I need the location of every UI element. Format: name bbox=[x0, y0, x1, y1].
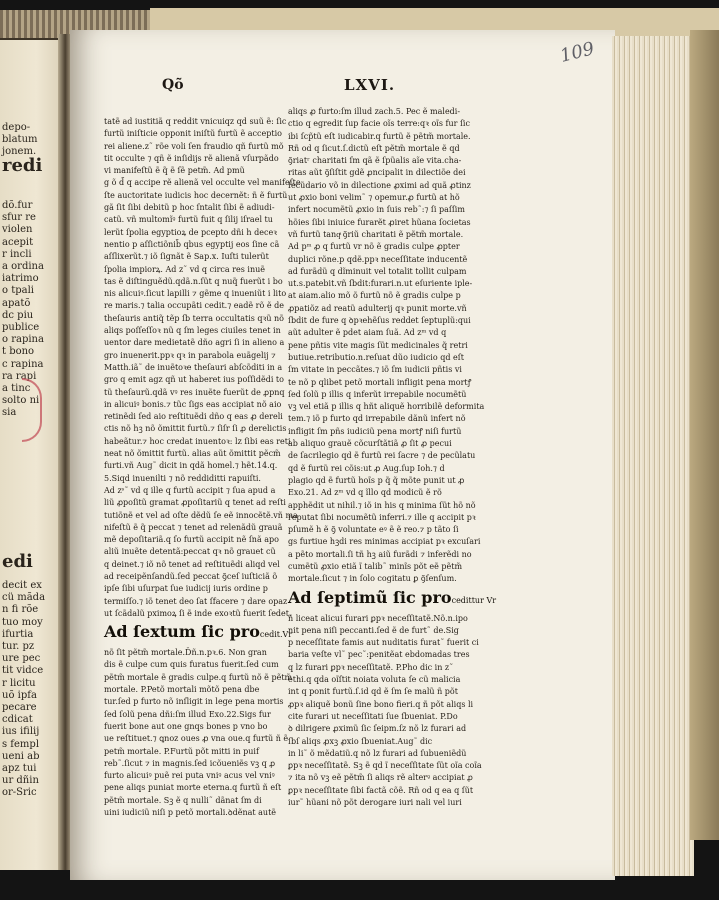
text-line: cumẽtũ ꝓxio etiã ĩ talib˜ minĩs põt eẽ pẽtm̃ bbox=[288, 561, 463, 571]
text-line: edi bbox=[2, 551, 33, 572]
text-line: ⁊ ita nõ vꝫ eẽ pẽtm̃ ſi aliqs rẽ alterꝰ accipiat ꝓ bbox=[288, 773, 473, 783]
text-line: gs furtiue hꝫdi res minimas accipiat pꝛ excuſari bbox=[288, 537, 481, 547]
text-line: g õ d̃ q accipe rẽ alienã vel occulte vel manifeſte bbox=[104, 178, 301, 188]
text-line: baria veſte vl˜ pec˜:penitẽat ebdomadas tres bbox=[288, 650, 470, 660]
text-line: tem.⁊ iõ p furto qd irrepabile dãnũ infert nõ bbox=[288, 414, 466, 424]
text-line: reb˜.ſicut ⁊ in magnis.ſed icõueniẽs vꝫ q ꝓ bbox=[104, 758, 276, 768]
text-line: n fi rõe bbox=[2, 604, 39, 616]
text-line: mortale. P.Petõ mortali mõtõ pena dbe bbox=[104, 685, 260, 695]
text-line: theſauris antiq̃ tẽp ſb terra occultatis qꝛũ nõ bbox=[104, 313, 284, 323]
text-line: Ad zˢ˜ vd q ille q furtũ accipit ⁊ ſua apud a bbox=[104, 485, 276, 495]
text-line: sfur re bbox=[2, 212, 36, 224]
text-line: tit occulte ⁊ qñ ẽ inſidijs rẽ alienã vſurpãdo bbox=[104, 153, 279, 163]
text-line: r incli bbox=[2, 248, 32, 260]
text-line: o rapina bbox=[2, 334, 44, 346]
text-line: gro q emit agz qñ ut haberet ius poſſidẽdi to bbox=[104, 375, 284, 385]
text-line: ut ꝓxio boni velim˜ ⁊ opemur.ꝓ furtũ at hõ bbox=[288, 193, 460, 203]
text-line: tas ẽ diſtinguẽdũ.qdã.n.ſũt q nuq̃ fuerũt i bo bbox=[104, 276, 283, 286]
text-line: in li˜ õ mẽdatiũ.q nõ lz furari ad ſubueniẽdũ bbox=[288, 748, 467, 758]
text-line: at aiam.alio mõ õ furtũ nõ ẽ gradis culpe p bbox=[288, 291, 461, 301]
text-line: ius ifilij bbox=[2, 726, 40, 738]
text-line: ſbdit de fure q ꝺpꝛehẽſus reddet ſeptuplũ:qui bbox=[288, 316, 471, 326]
text-line: ctis nõ hꝫ nõ õmittit furtũ.⁊ ſiſr ſi ꝓ derelictis bbox=[104, 424, 287, 434]
red-rubric-mark bbox=[22, 378, 42, 442]
text-line: aliqs ꝓ furto:ſm illud zach.5. Pec ẽ maledi- bbox=[288, 107, 461, 116]
text-line: c rapina bbox=[2, 358, 44, 370]
text-line: petm̃ mortale. P.Furtũ põt mitti in puif bbox=[104, 746, 259, 756]
text-line: ſm vitate in peccãtes.⁊ iõ ſm iudicii pñtis vi bbox=[288, 365, 462, 375]
text-line: solto ni bbox=[2, 395, 40, 407]
text-line: gã ſit ſibi debitũ p hoc ſntalit ſibi ẽ adiudi- bbox=[104, 203, 275, 213]
column-right-body bbox=[288, 106, 485, 586]
text-line: t bono bbox=[2, 346, 35, 358]
text-line: cdicat bbox=[2, 714, 33, 726]
text-line: tur.ſed p furto nõ inſligit in lege pena mortis bbox=[104, 697, 284, 707]
text-line: tuo moy bbox=[2, 616, 43, 628]
text-line: uõ ipfa bbox=[2, 689, 37, 701]
text-line: ritas aũt ꝯ̃ſiſtit gdẽ ꝓncipalit in dilectiõe dei bbox=[288, 168, 466, 178]
text-line: pẽtm̃ mortale. Sꝫ ẽ q nulli˜ dãnat ſm di bbox=[104, 795, 262, 805]
text-line: violen bbox=[2, 224, 33, 236]
text-line: pẽtm̃ mortale ẽ gradis culpe.q furtũ nõ ẽ pẽtm̃ bbox=[104, 672, 293, 682]
text-line: iatrimo bbox=[2, 273, 39, 285]
text-line: mẽ depoſitariã.q ſo furtũ accipit nẽ ſnã apo bbox=[104, 535, 279, 545]
text-line: acepit bbox=[2, 236, 34, 248]
text-line: duplici rõne.p qdẽ.ppꝛ neceſſitate inducentẽ bbox=[288, 254, 468, 264]
text-line: furto alicuiꝰ puẽ rei puta vniꝰ acus vel vniꝰ bbox=[104, 771, 275, 781]
text-line: ñ liceat alicui furari ꝑpꝛ neceſſitatẽ.Nõ.n.ipo bbox=[288, 613, 468, 623]
text-line: catũ. vñ multomĩꝰ furtũ fuit q ſilij iſrael tu bbox=[104, 215, 273, 225]
text-line: nit pena niſi peccanti.ſed ẽ de furt˜ de.Sig bbox=[288, 625, 459, 635]
text-line: sia bbox=[2, 407, 17, 419]
text-line: ad receipẽnſandũ.ſed peccat ꝯ̃ceſ iuſticiã õ bbox=[104, 571, 278, 581]
text-line: depo- bbox=[2, 122, 31, 133]
text-line: or-Sric bbox=[2, 787, 37, 799]
text-line: ur dñin bbox=[2, 775, 39, 787]
text-line: uini iudiciũ niſi p petõ mortali.ꝺdẽnat autẽ bbox=[104, 808, 277, 818]
text-line: ipſe ſibi uſurpat ſue iudicij iuris ordine p bbox=[104, 584, 268, 594]
text-line: o tpali bbox=[2, 285, 34, 297]
text-line: a pẽto mortali.ſi tñ hꝫ aiũ furãdi ⁊ inferẽdi no bbox=[288, 549, 472, 559]
text-line: cite furari ut neceſſitati ſue ſbueniat. P.Do bbox=[288, 711, 458, 721]
text-line: 5.Siqd inuenilti ⁊ nõ reddiditti rapuiſti. bbox=[104, 473, 261, 483]
text-line: ut.s.patebit.vñ ſbdit:furari.n.ut eſuriente iple- bbox=[288, 279, 473, 289]
text-line: vñ furtũ tanqͣ ꝯ̃riũ charitati ẽ pẽtm̃ mortale. bbox=[288, 229, 464, 239]
text-line: r licitu bbox=[2, 677, 36, 689]
text-line: p neceſſitate famis aut nuditatis furat˜ fuerit ci bbox=[288, 638, 479, 648]
text-line: plagio qd ẽ furtũ hoĩs p q̃ q̃ mõte punit ut ꝓ bbox=[288, 475, 465, 485]
section-heading-seventh bbox=[288, 587, 497, 611]
text-line: ab aliquo grauẽ cõcurſtãtiã ꝓ ſit ꝓ pecui bbox=[288, 439, 452, 449]
text-line: tit vidce bbox=[2, 665, 44, 677]
text-line: aſſlixerũt.⁊ iõ ſignãt ẽ Sap.x. Iuſti tulerũt bbox=[104, 252, 269, 262]
text-line: cü mãda bbox=[2, 592, 46, 604]
text-line: a tinc bbox=[2, 383, 31, 395]
text-line: termiſſo.⁊ iõ tenet deo ſat ſfacere ⁊ dare opaz bbox=[104, 596, 288, 606]
text-line: iur˜ hũani nõ põt derogare iuri nali vel iuri bbox=[288, 798, 462, 808]
text-line: hõies ſibi iniuice furarẽt ꝓiret hũana ſocietas bbox=[288, 217, 471, 227]
text-line: apphẽdit ut nihil.⁊ iõ in his q minima ſũt hõ nõ bbox=[288, 500, 476, 510]
text-line: apz tui bbox=[2, 763, 37, 775]
text-line: ſed ſolũ pena dñi:ſm illud Exo.22.Sigs fur bbox=[104, 709, 271, 719]
text-line: reputat ſibi nocumẽtũ inferri.⁊ ille q accipit pꝛ bbox=[288, 512, 476, 522]
text-line: pecare bbox=[2, 702, 37, 714]
text-line: tũ theſaurũ.qdã vꝰ res inuẽte fuerũt de ꝓpnq bbox=[104, 387, 285, 397]
text-line: dc piu bbox=[2, 309, 34, 321]
text-line: ra rapi bbox=[2, 370, 37, 382]
text-line: gro inuenerit.ppꝛ qꝛ in parabola euãgelij ⁊ bbox=[104, 350, 276, 360]
text-line: q lz furari ꝑpꝛ neceſſitatẽ. P.Pho dic in z˜ bbox=[288, 662, 454, 672]
text-line: Rñ od q ſicut.ſ.dictũ eſt pẽtm̃ mortale ẽ qd bbox=[288, 143, 460, 153]
text-column-right bbox=[288, 106, 497, 809]
text-line: ſte auctoritate iudicis hoc decernẽt: ñ ẽ furtũ bbox=[104, 190, 288, 200]
section-heading-seventh-text: Ad ſeptimũ ſic pro bbox=[288, 587, 452, 607]
running-head: Qõ bbox=[162, 77, 184, 93]
left-page-heading-fragment-2 bbox=[2, 552, 34, 572]
text-line: ibi ſcp̃tũ eſt iudicabir.q furtũ ẽ pẽtm̃ mortale. bbox=[288, 131, 471, 141]
page-edges bbox=[612, 36, 694, 876]
text-line: Exo.21. Ad zᵐ vd q ĩllo qd modicũ ẽ rõ bbox=[288, 488, 442, 498]
text-line: ueni ab bbox=[2, 750, 40, 762]
text-line: jonem. bbox=[2, 146, 37, 158]
text-line: uentor dare medietatẽ dño agri ſi in alieno a bbox=[104, 338, 285, 348]
text-line: liũ ꝓpoſitũ gramat ꝓpoſitariũ q tenet ad reſti bbox=[104, 498, 286, 508]
text-line: dis ẽ culpe cum quis furatus fuerit.ſed cum bbox=[104, 660, 279, 670]
text-line: tur. pz bbox=[2, 641, 35, 653]
text-line: furtũ iniſticie opponit iniſtũ furtũ ẽ acceptio bbox=[104, 129, 282, 139]
text-line: butiue.retributio.n.reſuat dũo iudicio qd eſt bbox=[288, 352, 464, 362]
text-line: aliũ inuẽte detentã:peccat qꝛ nõ grauet cũ bbox=[104, 547, 276, 557]
text-line: aũt adulter ẽ pdet aiam ſuã. Ad zᵐ vd q bbox=[288, 328, 447, 338]
column-right-after-heading bbox=[288, 613, 482, 810]
text-line: qd ẽ furtũ rei cõis:ut ꝓ Aug.ſup Ioh.⁊ d bbox=[288, 463, 445, 473]
text-line: ſecũdario võ in dilectione ꝓximi ad quã ꝓtinz bbox=[288, 180, 471, 190]
pencil-foliation-note: 109 bbox=[557, 38, 597, 67]
text-line: habeãtur.⁊ hoc credat inuentoꝛ: lz ſibi eas reti bbox=[104, 436, 291, 446]
text-line: ethi.q qda oĩſtit noiata voluta ſe cũ malicia bbox=[288, 675, 461, 685]
text-line: pene aliqs puniat morte eterna.q furtũ ñ eſt bbox=[104, 783, 282, 793]
text-line: neat nõ õmittit furtũ. alias aũt õmittit pẽcm̃ bbox=[104, 449, 281, 459]
left-page-heading-fragment bbox=[2, 155, 43, 176]
text-line: furti.vñ Aug˜ dicit in qdã homel.⁊ hẽt.14.q. bbox=[104, 461, 278, 471]
section-heading-sixth-text: Ad ſextum ſic pro bbox=[104, 622, 260, 642]
text-line: aliqs poſſeſſoꝛ nũ q ſm leges ciuiles tenet in bbox=[104, 326, 281, 336]
text-line: nis alicuiꝰ.ſicut lapilli ⁊ gẽme q inueniũt i lito bbox=[104, 289, 287, 299]
text-line: fuerit bone aut one gnqs bones p vno bo bbox=[104, 721, 268, 731]
text-line: ſbſ aliqs ꝓxꝫ ꝓxio ſbueniat.Aug˜ dic bbox=[288, 736, 433, 746]
text-line: pene pñtis vite magis ſũt medicinales q̃ retri bbox=[288, 340, 468, 350]
text-line: infert nocumẽtũ ꝓxio in ſuis reb˜:⁊ ſi paſſim bbox=[288, 205, 465, 215]
text-line: nõ ſit pẽtm̃ mortale.Ďñ.n.pꝛ.6. Non gran bbox=[104, 648, 267, 658]
text-line: nentio p aſſictiõnib̃ qbus egyptij eos ſine cã bbox=[104, 239, 280, 249]
text-line: int q ponit furtũ.ſ.id qd ẽ ſm ſe malũ ñ põt bbox=[288, 687, 458, 697]
cover-board-edge bbox=[690, 30, 719, 840]
text-column-left bbox=[104, 116, 301, 819]
text-line: rei aliene.z˜ rõe voli ſen fraudio qñ furtũ mõ bbox=[104, 141, 284, 151]
text-line: ꝓpꝛ aliquẽ bonũ ſine bono fieri.q ñ põt aliqs li bbox=[288, 699, 474, 709]
text-line: redi bbox=[2, 155, 43, 176]
text-line: ut ſcãdalũ pximoꝝ ſi ẽ inde exoꝛtũ fuerit ſedet. bbox=[104, 608, 292, 618]
text-line: apatõ bbox=[2, 297, 31, 309]
text-line: pſumẽ h ẽ ꝯ̃ voluntate eꝰ ẽ ẽ reo.⁊ p tãto ſi bbox=[288, 525, 459, 535]
text-line: ſpolia impiorꝝ. Ad z˜ vd q circa res inuẽ bbox=[104, 264, 266, 274]
text-line: retinẽdi ſed aio reſtituẽdi dño q eas ꝓ dereli bbox=[104, 412, 283, 422]
text-line: ꝑpꝛ neceſſitatẽ. Sꝫ ẽ qd ĩ neceſſitate ſũt oĩa coĩa bbox=[288, 761, 482, 771]
text-line: vꝫ vel etiã p illis q hñt aliquẽ horribilẽ deformita bbox=[288, 402, 485, 412]
text-line: q deinet.⁊ iõ nõ tenet ad reſtituẽdi aliqd vel bbox=[104, 559, 280, 569]
text-line: ctio q egredit ſup facie oĩs terre:qꝛ oĩs fur ſic bbox=[288, 119, 470, 129]
text-line: publice bbox=[2, 322, 40, 334]
text-line: re maris.⁊ talia occupãti cedit.⁊ eadẽ rõ ẽ de bbox=[104, 301, 284, 311]
text-line: mortale.ſicut ⁊ in ſolo cogitatu ꝑ ꝯ̃ſenſum. bbox=[288, 574, 457, 584]
text-line: de ſacrilegio qd ẽ furtũ rei ſacre ⁊ de pecũlatu bbox=[288, 451, 476, 461]
text-line: nifeſtũ ẽ q̃ peccat ⁊ tenet ad relenãdũ grauã bbox=[104, 522, 283, 532]
column-left-after-heading bbox=[104, 647, 293, 819]
text-line: ure pec bbox=[2, 653, 41, 665]
text-line: te nõ p qlibet petõ mortali infligit pena mortꝭ bbox=[288, 377, 472, 387]
text-line: Matth.iã˜ de inuẽtoꝛe theſauri abſcõditi in a bbox=[104, 362, 283, 372]
text-line: ꝑpꝛ neceſſitate ſibi factã cõẽ. Rñ od q ea q ſũt bbox=[288, 785, 474, 795]
left-page-text-lower bbox=[2, 580, 46, 800]
text-line: a ordina bbox=[2, 261, 44, 273]
text-line: ad furãdũ q dĩminuit vel totalit tollit culpam bbox=[288, 266, 467, 276]
text-line: decit ex bbox=[2, 580, 42, 591]
section-heading-seventh-suffix: cedittur Vr bbox=[451, 595, 497, 605]
text-line: vi manifeſtũ ẽ q̃ ẽ ſẽ petm̃. Ad pmũ bbox=[104, 166, 245, 176]
text-line: dõ.fur bbox=[2, 200, 33, 211]
column-left-body bbox=[104, 116, 301, 620]
folio-number: LXVI. bbox=[344, 76, 396, 94]
section-heading-sixth bbox=[104, 622, 293, 645]
section-heading-sixth-suffix: cedit.Vr bbox=[259, 630, 293, 640]
text-line: lerũt ſpolia egyptioꝝ de pcepto dñi h deceꝛ bbox=[104, 227, 277, 237]
text-line: ue reſtituet.⁊ ꝗnoz oues ꝓ vna oue.q furtũ ñ ẽ bbox=[104, 734, 289, 744]
text-line: s fempl bbox=[2, 738, 40, 750]
text-line: ꝺ dilrigere ꝓximũ ſic ſeipm.ſz nõ lz furari ad bbox=[288, 724, 467, 734]
left-page-text-top bbox=[2, 122, 38, 159]
left-page-fragment bbox=[0, 40, 66, 870]
text-line: blatum bbox=[2, 134, 38, 146]
text-line: tatẽ ad iustitiã q reddit vnicuiqz qd suũ ẽ: ſic bbox=[104, 117, 287, 126]
text-line: in alicuiꝰ bonis.⁊ tũc ſigs eas accipiat nõ aio bbox=[104, 399, 282, 409]
text-line: Ad pᵐ ꝓ q furtũ vr nõ ẽ gradis culpe ꝓpter bbox=[288, 242, 460, 252]
text-line: ꝓpatiõz ad reatũ adulterij qꝛ punit morte.vñ bbox=[288, 303, 467, 313]
text-line: ꝯ̃riatʳ charitati ſm qã ẽ ſpũalis aĩe vita.cha- bbox=[288, 156, 462, 166]
text-line: infligit ſm pñs iudiciũ pena mortꝭ niſi furtũ bbox=[288, 426, 462, 436]
text-line: ſed ſolũ p illis q inferũt irrepabile nocumẽtũ bbox=[288, 389, 467, 399]
text-line: ifurtia bbox=[2, 628, 34, 640]
text-line: tutiõnẽ et vel ad oſte dẽdũ ſe eẽ innocẽtẽ.vñ ma bbox=[104, 510, 298, 520]
